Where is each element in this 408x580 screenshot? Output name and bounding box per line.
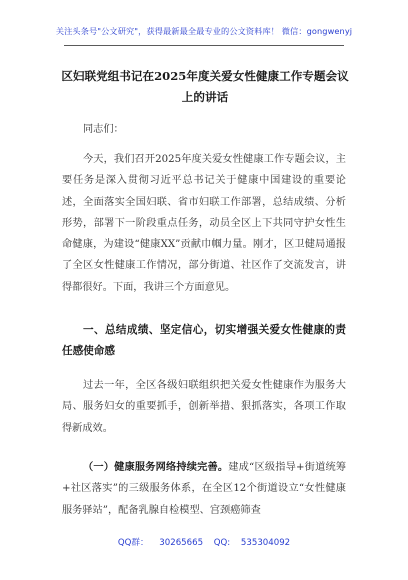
footer-qq-number: QQ: 535304092 [213,538,291,548]
salutation: 同志们： [83,124,124,135]
footer-qq-group: QQ群： 30265665 [117,538,204,548]
intro-paragraph: 今天，我们召开2025年度关爱女性健康工作专题会议，主要任务是深入贯彻习近平总书记关于健康中国建设的重要论述，全面落实全国妇联、省市妇联工作部署，总结成绩、分析形势，部署下一阶段重点任务，动员全区上下共同守护女性生命健康，为建设“健康XX”贡献巾帼力量。刚才，区卫健局通报了全区女性健康工作情况，部分街道、社区作了交流发言，讲得都很好。下面，我讲三个方面意见。 [62,154,346,293]
document-title: 区妇联党组书记在2025年度关爱女性健康工作专题会议上的讲话 [61,69,349,104]
subsection-text: 建成“区级指导+街道统筹+社区落实”的三级服务体系，在全区12个街道设立“女性健康服务驿站”，配备乳腺自检模型、宫颈癌筛查 [62,462,347,516]
section-body-paragraph: 过去一年，全区各级妇联组织把关爱女性健康作为服务大局、服务妇女的重要抓手，创新举措、狠抓落实，各项工作取得新成效。 [62,380,346,434]
footer-contact [0,536,408,548]
subsection-heading: （一）健康服务网络持续完善。 [83,461,229,473]
header-banner: 关注头条号"公文研究"，获得最新最全最专业的公文资料库！ 微信：gongwenyj [55,26,353,36]
header-divider [64,45,344,46]
section-heading: 一、总结成绩、坚定信心，切实增强关爱女性健康的责任感使命感 [62,324,346,358]
subsection-paragraph [62,457,346,521]
